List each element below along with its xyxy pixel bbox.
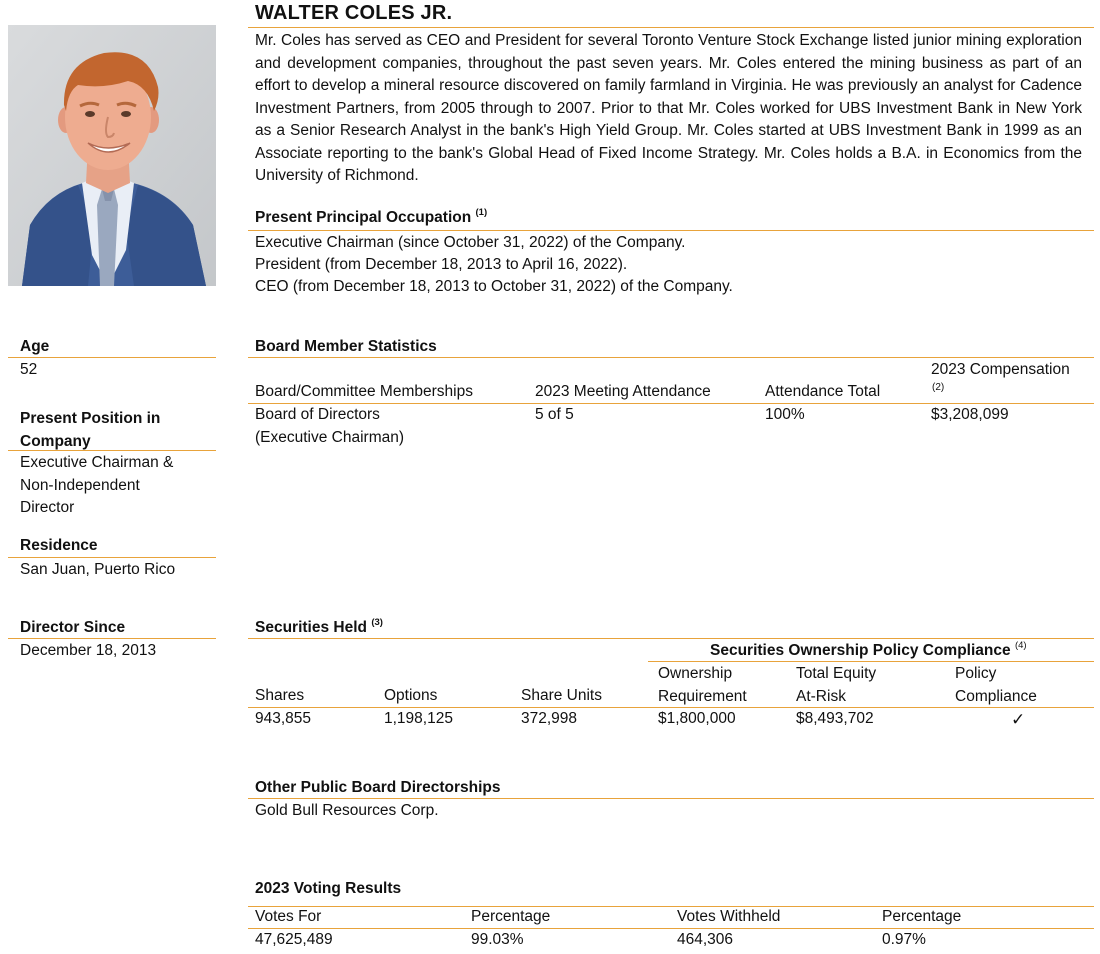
position-value-line: Non-Independent bbox=[20, 476, 140, 494]
voting-header-pct-for: Percentage bbox=[471, 908, 551, 925]
securities-divider bbox=[248, 638, 1094, 639]
checkmark-icon: ✓ bbox=[1011, 710, 1026, 729]
voting-row-pct-withheld: 0.97% bbox=[882, 931, 926, 948]
voting-divider bbox=[248, 906, 1094, 907]
director-since-divider bbox=[8, 638, 216, 639]
name-divider bbox=[248, 27, 1094, 28]
securities-header-compliance-line: Compliance bbox=[955, 687, 1037, 705]
position-value-line: Executive Chairman & bbox=[20, 454, 174, 471]
securities-header-shares: Shares bbox=[255, 687, 305, 704]
other-boards-value: Gold Bull Resources Corp. bbox=[255, 802, 439, 819]
securities-row-requirement: $1,800,000 bbox=[658, 710, 736, 727]
position-value bbox=[20, 452, 173, 520]
securities-row-units: 372,998 bbox=[521, 710, 578, 727]
securities-header-requirement-line: Requirement bbox=[658, 687, 747, 705]
securities-title: Securities Held bbox=[255, 619, 367, 636]
age-label: Age bbox=[20, 338, 50, 355]
occupation-title: Present Principal Occupation bbox=[255, 209, 472, 226]
board-header-compensation: 2023 Compensation bbox=[931, 361, 1070, 378]
board-row-attendance: 5 of 5 bbox=[535, 406, 574, 423]
voting-row-pct-for: 99.03% bbox=[471, 931, 524, 948]
position-label-line: Company bbox=[20, 432, 91, 450]
policy-title: Securities Ownership Policy Compliance bbox=[710, 642, 1011, 659]
securities-header-units: Share Units bbox=[521, 687, 602, 704]
policy-divider bbox=[648, 661, 1094, 662]
voting-header-pct-withheld: Percentage bbox=[882, 908, 962, 925]
occupation-line: CEO (from December 18, 2013 to October 31, 2022) of the Company. bbox=[255, 278, 733, 295]
voting-header-withheld: Votes Withheld bbox=[677, 908, 781, 925]
director-since-label: Director Since bbox=[20, 619, 126, 636]
director-name: WALTER COLES JR. bbox=[255, 2, 453, 24]
occupation-footnote: (1) bbox=[475, 206, 488, 218]
position-value-line: Director bbox=[20, 499, 75, 516]
position-label-line: Present Position in bbox=[20, 410, 161, 427]
securities-footnote: (3) bbox=[371, 616, 383, 628]
securities-header-compliance bbox=[955, 663, 1037, 708]
board-header-total: Attendance Total bbox=[765, 383, 881, 400]
occupation-line: Executive Chairman (since October 31, 2022) of the Company. bbox=[255, 234, 686, 251]
securities-row-options: 1,198,125 bbox=[384, 710, 453, 727]
securities-header-requirement bbox=[658, 663, 747, 708]
other-boards-divider bbox=[248, 798, 1094, 799]
securities-header-equity-line: Total Equity bbox=[796, 665, 877, 682]
voting-row-for: 47,625,489 bbox=[255, 931, 333, 948]
voting-header-for: Votes For bbox=[255, 908, 322, 925]
securities-heading bbox=[255, 616, 383, 637]
voting-header-divider bbox=[248, 928, 1094, 929]
occupation-line: President (from December 18, 2013 to April 16, 2022). bbox=[255, 256, 628, 273]
board-header-attendance: 2023 Meeting Attendance bbox=[535, 383, 711, 400]
board-header-comp-footnote: (2) bbox=[932, 382, 945, 393]
board-header-memberships: Board/Committee Memberships bbox=[255, 383, 473, 400]
director-since-value: December 18, 2013 bbox=[20, 642, 157, 659]
age-divider bbox=[8, 357, 216, 358]
occupation-heading bbox=[255, 206, 488, 227]
board-row-membership-line: Board of Directors bbox=[255, 406, 380, 423]
age-value: 52 bbox=[20, 361, 38, 378]
policy-footnote: (4) bbox=[1014, 639, 1027, 651]
securities-header-compliance-line: Policy bbox=[955, 665, 997, 682]
securities-header-options: Options bbox=[384, 687, 438, 704]
other-boards-title: Other Public Board Directorships bbox=[255, 779, 501, 796]
position-label bbox=[20, 408, 160, 453]
securities-header-requirement-line: Ownership bbox=[658, 665, 733, 682]
voting-row-withheld: 464,306 bbox=[677, 931, 734, 948]
board-stats-divider bbox=[248, 357, 1094, 358]
occupation-divider bbox=[248, 230, 1094, 231]
board-row-membership bbox=[255, 404, 404, 449]
securities-header-equity bbox=[796, 663, 876, 708]
board-row-total: 100% bbox=[765, 406, 805, 423]
securities-row-equity: $8,493,702 bbox=[796, 710, 874, 727]
position-divider bbox=[8, 450, 216, 451]
policy-heading bbox=[710, 639, 1027, 660]
director-bio: Mr. Coles has served as CEO and President for several Toronto Venture Stock Exchange listed junior mining exploration and development companies, throughout the past seven years. Mr. Coles entered the mining business as part of an effort to develop a mineral resource discovered on family farmland in Virginia. He was previously an analyst for Cadence Investment Partners, from 2005 through to 2007. Prior to that Mr. Coles worked for UBS Investment Bank in New York as a Senior Research Analyst in the bank's High Yield Group. Mr. Coles started at UBS Investment Bank in 1999 as an Associate reporting to the bank's Global Head of Fixed Income Strategy. Mr. Coles holds a B.A. in Economics from the University of Richmond. bbox=[255, 32, 1082, 184]
board-row-compensation: $3,208,099 bbox=[931, 406, 1009, 423]
board-stats-title: Board Member Statistics bbox=[255, 338, 437, 355]
residence-value: San Juan, Puerto Rico bbox=[20, 561, 176, 578]
securities-header-equity-line: At-Risk bbox=[796, 687, 846, 705]
securities-row-shares: 943,855 bbox=[255, 710, 312, 727]
board-row-membership-line: (Executive Chairman) bbox=[255, 428, 405, 446]
voting-title: 2023 Voting Results bbox=[255, 880, 402, 897]
director-photo bbox=[8, 25, 216, 286]
residence-label: Residence bbox=[20, 537, 98, 554]
residence-divider bbox=[8, 557, 216, 558]
